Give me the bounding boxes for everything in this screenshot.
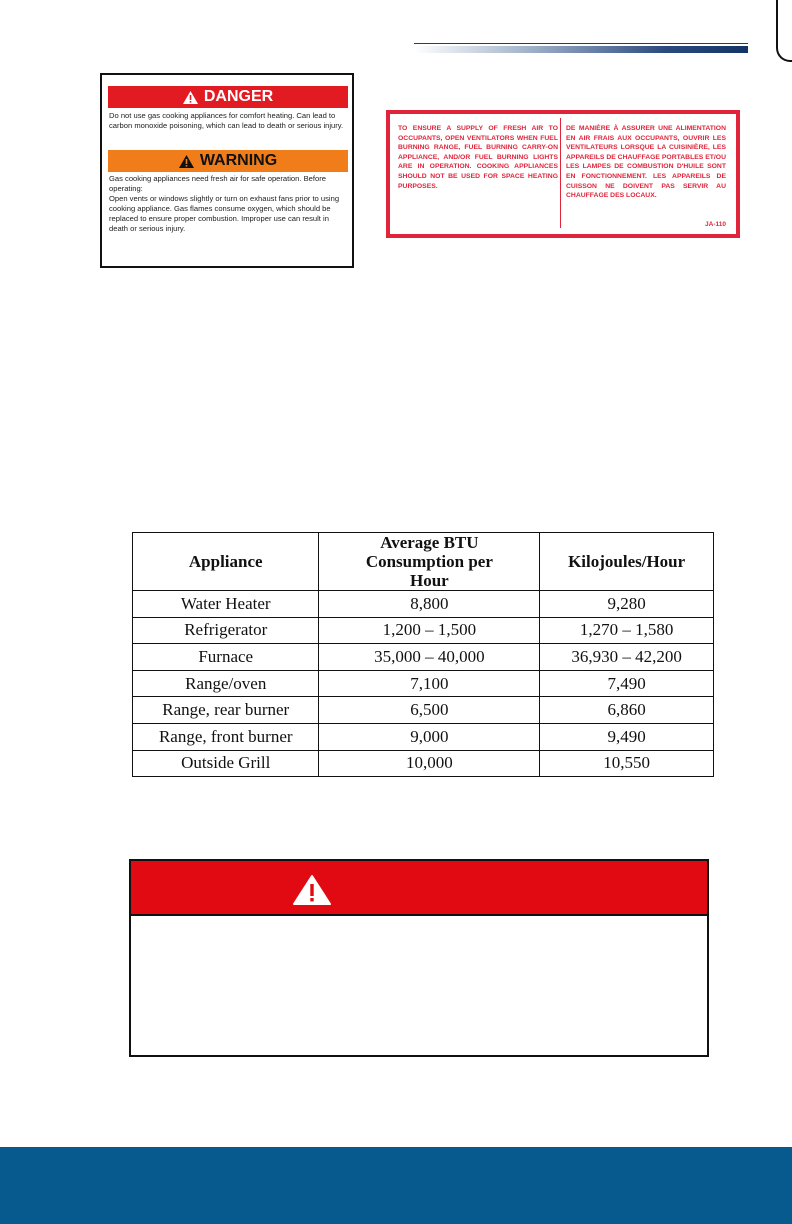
warning-text <box>109 174 347 234</box>
cell-btu: 7,100 <box>319 670 540 697</box>
table-header-row <box>133 533 714 591</box>
cell-kj: 9,280 <box>540 591 714 618</box>
table-row <box>133 697 714 724</box>
cell-kj: 10,550 <box>540 750 714 777</box>
cell-appliance: Refrigerator <box>133 617 319 644</box>
cell-appliance: Range/oven <box>133 670 319 697</box>
danger-title: DANGER <box>203 88 274 105</box>
cell-btu: 35,000 – 40,000 <box>319 644 540 671</box>
warning-title: WARNING <box>199 152 278 169</box>
french-text: DE MANIÈRE À ASSURER UNE ALIMENTATION EN AIR FRAIS AUX OCCUPANTS, OUVRIR LES VENTILATEURS LORSQUE LA CUISINIÈRE, LES APPAREILS DE CHAUFFAGE PORTABLES ET/OU LES LAMPES DE COMBUSTION D'HUILE SONT EN FONCTIONNEMENT. LES APPAREILS DE CUISSON NE DOIVENT PAS SERVIR AU CHAUFFAGE DES LOCAUX. <box>566 125 726 200</box>
cell-appliance: Water Heater <box>133 591 319 618</box>
warning-box <box>129 859 709 1057</box>
header-appliance: Appliance <box>133 533 319 591</box>
warning-triangle-icon <box>183 91 198 104</box>
label-divider <box>560 118 561 228</box>
table-row <box>133 617 714 644</box>
warning-triangle-icon <box>179 155 194 168</box>
bilingual-label <box>386 110 740 238</box>
cell-btu: 8,800 <box>319 591 540 618</box>
cell-btu: 9,000 <box>319 723 540 750</box>
table-row <box>133 750 714 777</box>
warning-box-header <box>131 861 707 916</box>
table-row <box>133 591 714 618</box>
table-row <box>133 670 714 697</box>
header-btu: Average BTU Consumption per Hour <box>319 533 540 591</box>
cell-kj: 9,490 <box>540 723 714 750</box>
cell-kj: 7,490 <box>540 670 714 697</box>
cell-btu: 1,200 – 1,500 <box>319 617 540 644</box>
cell-btu: 10,000 <box>319 750 540 777</box>
cell-kj: 6,860 <box>540 697 714 724</box>
edge-tab <box>776 0 792 62</box>
cell-btu: 6,500 <box>319 697 540 724</box>
label-code: JA-110 <box>705 221 726 228</box>
cell-appliance: Furnace <box>133 644 319 671</box>
cell-kj: 36,930 – 42,200 <box>540 644 714 671</box>
footer-band <box>0 1147 792 1224</box>
warning-header <box>108 150 348 172</box>
table-row <box>133 644 714 671</box>
table-row <box>133 723 714 750</box>
danger-text: Do not use gas cooking appliances for comfort heating. Can lead to carbon monoxide poisoning, which can lead to death or serious injury. <box>109 111 344 130</box>
btu-consumption-table <box>132 532 714 777</box>
header-kilojoules: Kilojoules/Hour <box>540 533 714 591</box>
english-text: TO ENSURE A SUPPLY OF FRESH AIR TO OCCUPANTS, OPEN VENTILATORS WHEN FUEL BURNING RANGE, FUEL BURNING CARRY-ON APPLIANCE, AND/OR FUEL BURNING LIGHTS ARE IN OPERATION. COOKING APPLIANCES SHOULD NOT BE USED FOR SPACE HEATING PURPOSES. <box>398 125 558 190</box>
danger-warning-label <box>100 73 354 268</box>
cell-kj: 1,270 – 1,580 <box>540 617 714 644</box>
exclamation-triangle-icon <box>292 874 332 906</box>
warning-text-1: Gas cooking appliances need fresh air for safe operation. Before operating: <box>109 174 326 193</box>
cell-appliance: Outside Grill <box>133 750 319 777</box>
header-rule <box>414 46 748 53</box>
cell-appliance: Range, front burner <box>133 723 319 750</box>
cell-appliance: Range, rear burner <box>133 697 319 724</box>
warning-text-2: Open vents or windows slightly or turn on exhaust fans prior to using cooking appliance. Gas flames consume oxygen, which should be replaced to ensure proper combustion. Improper use can result in death or serious injury. <box>109 194 340 233</box>
danger-header <box>108 86 348 108</box>
